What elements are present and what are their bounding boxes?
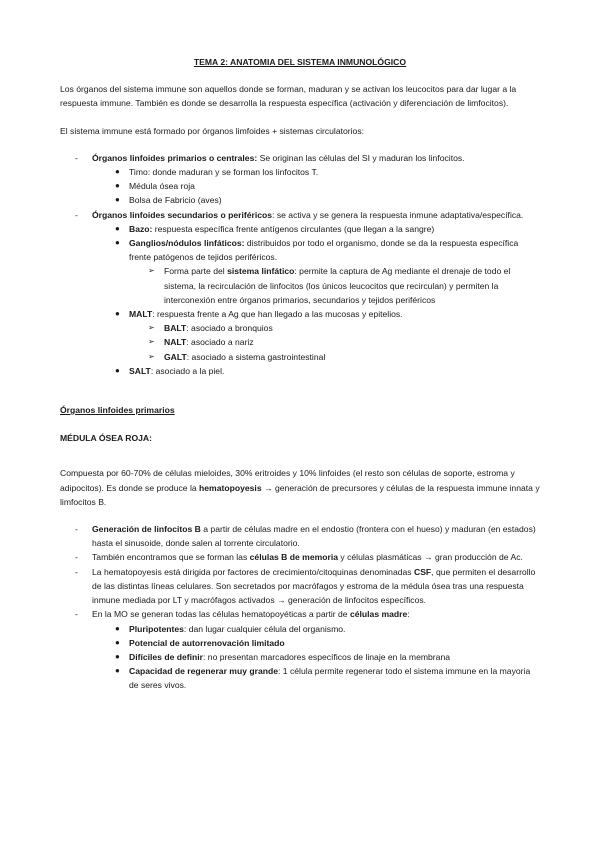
list-item-timo (60, 165, 540, 179)
medula-text: Médula ósea roja (129, 181, 195, 192)
bullet-marker: ● (115, 666, 120, 676)
list-item-secundarios (60, 208, 540, 222)
pluri-label: Pluripotentes (129, 623, 184, 634)
list-item-salt (60, 364, 540, 378)
list-item-dificiles (60, 650, 540, 664)
list-item-ganglios (60, 236, 540, 264)
malt-label: MALT (129, 309, 153, 320)
arrow-marker: ➢ (148, 351, 155, 361)
capacidad-label: Capacidad de regenerar muy grande (129, 666, 279, 677)
arrow-marker: ➢ (148, 323, 155, 333)
bolsa-text: Bolsa de Fabricio (aves) (129, 195, 222, 206)
list-item-hematopoyesis (60, 565, 540, 608)
dash-marker: - (75, 566, 78, 577)
mo-bold: células madre (349, 609, 408, 620)
bullet-marker: ● (115, 223, 120, 233)
bullet-marker: ● (115, 238, 120, 248)
list-item-capacidad (60, 664, 540, 692)
list-item-generacion (60, 522, 540, 550)
dificiles-label: Difíciles de definir (129, 651, 204, 662)
bullet-marker: ● (115, 365, 120, 375)
bullet-marker: ● (115, 623, 120, 633)
list-item-malt (60, 307, 540, 321)
medula-intro-pre: Compuesta por 60-70% de células mieloides, 30% eritroides y 10% linfoides (el resto son células de soporte, estroma y adipocitos). Es donde se produce la (60, 468, 515, 493)
list-item-balt (60, 321, 540, 335)
bazo-label: Bazo: (129, 223, 153, 234)
bullet-marker: ● (115, 637, 120, 647)
arrow-marker: ➢ (148, 337, 155, 347)
formed-by-paragraph: El sistema immune está formado por órganos limfoides + sistemas circulatorios: (60, 125, 365, 136)
capacidad-text: : 1 célula permite regenerar todo el sistema immune en la mayoria de seres vivos. (129, 666, 531, 691)
nalt-text: : asociado a nariz (186, 337, 254, 348)
mo-post: : (407, 609, 410, 620)
forma-bold: sistema linfático (227, 266, 295, 277)
tambien-bold: células B de memoria (249, 552, 339, 563)
balt-text: : asociado a bronquios (186, 323, 273, 334)
nalt-label: NALT (164, 337, 187, 348)
dash-marker: - (75, 152, 78, 163)
list-item-bolsa (60, 193, 540, 207)
dificiles-text: : no presentan marcadores específicos de linaje en la membrana (203, 651, 451, 662)
galt-text: : asociado a sistema gastrointestinal (186, 351, 326, 362)
list-item-medula (60, 179, 540, 193)
salt-label: SALT (129, 365, 151, 376)
medula-intro-bold: hematopoyesis (199, 482, 262, 493)
dash-marker: - (75, 609, 78, 620)
dash-marker: - (75, 524, 78, 535)
balt-label: BALT (164, 323, 187, 334)
list-item-forma-parte (60, 264, 540, 307)
list-item-tambien (60, 550, 540, 564)
bazo-text: respuesta específica frente antígenos circulantes (que llegan a la sangre) (152, 223, 435, 234)
section-heading-primarios: Órganos linfoides primarios (60, 405, 175, 416)
forma-pre: Forma parte del (164, 266, 228, 277)
potencial-label: Potencial de autorrenovación limitado (129, 637, 285, 648)
medula-intro (60, 466, 540, 509)
list-item-bazo (60, 222, 540, 236)
bullet-marker: ● (115, 167, 120, 177)
hema-bold: CSF (413, 566, 432, 577)
hema-post: , que permiten el desarrollo de las distintas líneas celulares. Son secretados por macrófagos y estroma de la médula ósea tras una respuesta inmune mediada por LT y macrófagos activados → generación de linfocitos específicos. (92, 566, 536, 606)
ganglios-text: distribuidos por todo el organismo, donde se da la respuesta específica frente patógenos de tejidos periféricos. (129, 238, 519, 263)
list-item-en-la-mo (60, 607, 540, 621)
primarios-text: Se originan las células del SI y maduran los linfocitos. (257, 152, 465, 163)
forma-post: : permite la captura de Ag mediante el drenaje de todo el sistema, la recirculación de linfocitos (los únicos leucocitos que recirculan) y permiten la interconexión entre órganos primarios, secundarios y tejidos periféricos (164, 266, 511, 305)
list-item-pluripotentes (60, 622, 540, 636)
tambien-post: y células plasmáticas → gran producción de Ac. (338, 552, 523, 563)
dash-marker: - (75, 552, 78, 563)
mo-pre: En la MO se generan todas las células hematopoyéticas a partir de (92, 609, 350, 620)
list-item-nalt (60, 335, 540, 349)
bullet-marker: ● (115, 195, 120, 205)
timo-text: Timo: donde maduran y se forman los linfocitos T. (129, 167, 319, 178)
list-item-primarios (60, 151, 540, 165)
bullet-marker: ● (115, 309, 120, 319)
hema-pre: La hematopoyesis está dirigida por factores de crecimiento/citoquinas denominadas (92, 566, 414, 577)
intro-paragraph: Los órganos del sistema immune son aquellos donde se forman, maduran y se activan los leucocitos para dar lugar a la respuesta immune. También es donde se desarrolla la respuesta específica (activación y diferenciación de limfocitos). (60, 84, 517, 109)
malt-text: : respuesta frente a Ag que han llegado a las mucosas y epitelios. (152, 309, 403, 320)
secundarios-text: : se activa y se genera la respuesta inmune adaptativa/específica. (272, 209, 524, 220)
page-title: TEMA 2: ANATOMIA DEL SISTEMA INMUNOLÓGICO (193, 57, 407, 67)
medula-heading: MÉDULA ÓSEA ROJA: (60, 433, 152, 444)
generacion-text: a partir de células madre en el endostio (frontera con el hueso) y maduran (en estados) hasta el sinusoide, donde salen al torrente circulatorio. (92, 524, 536, 549)
bullet-marker: ● (115, 181, 120, 191)
primarios-label: Órganos linfoides primarios o centrales: (92, 152, 258, 163)
list-item-galt (60, 350, 540, 364)
medula-intro-post: → generación de precursores y células de la respuesta immune innata y limfocitos B. (60, 482, 540, 507)
galt-label: GALT (164, 351, 187, 362)
salt-text: : asociado a la piel. (150, 365, 225, 376)
dash-marker: - (75, 209, 78, 220)
arrow-marker: ➢ (148, 266, 155, 276)
bullet-marker: ● (115, 651, 120, 661)
list-item-potencial (60, 636, 540, 650)
generacion-label: Generación de linfocitos B (92, 524, 201, 535)
secundarios-label: Órganos linfoides secundarios o periféricos (92, 209, 273, 220)
pluri-text: : dan lugar cualquier célula del organismo. (183, 623, 346, 634)
ganglios-label: Ganglios/nódulos linfáticos: (129, 238, 245, 249)
tambien-pre: También encontramos que se forman las (92, 552, 250, 563)
